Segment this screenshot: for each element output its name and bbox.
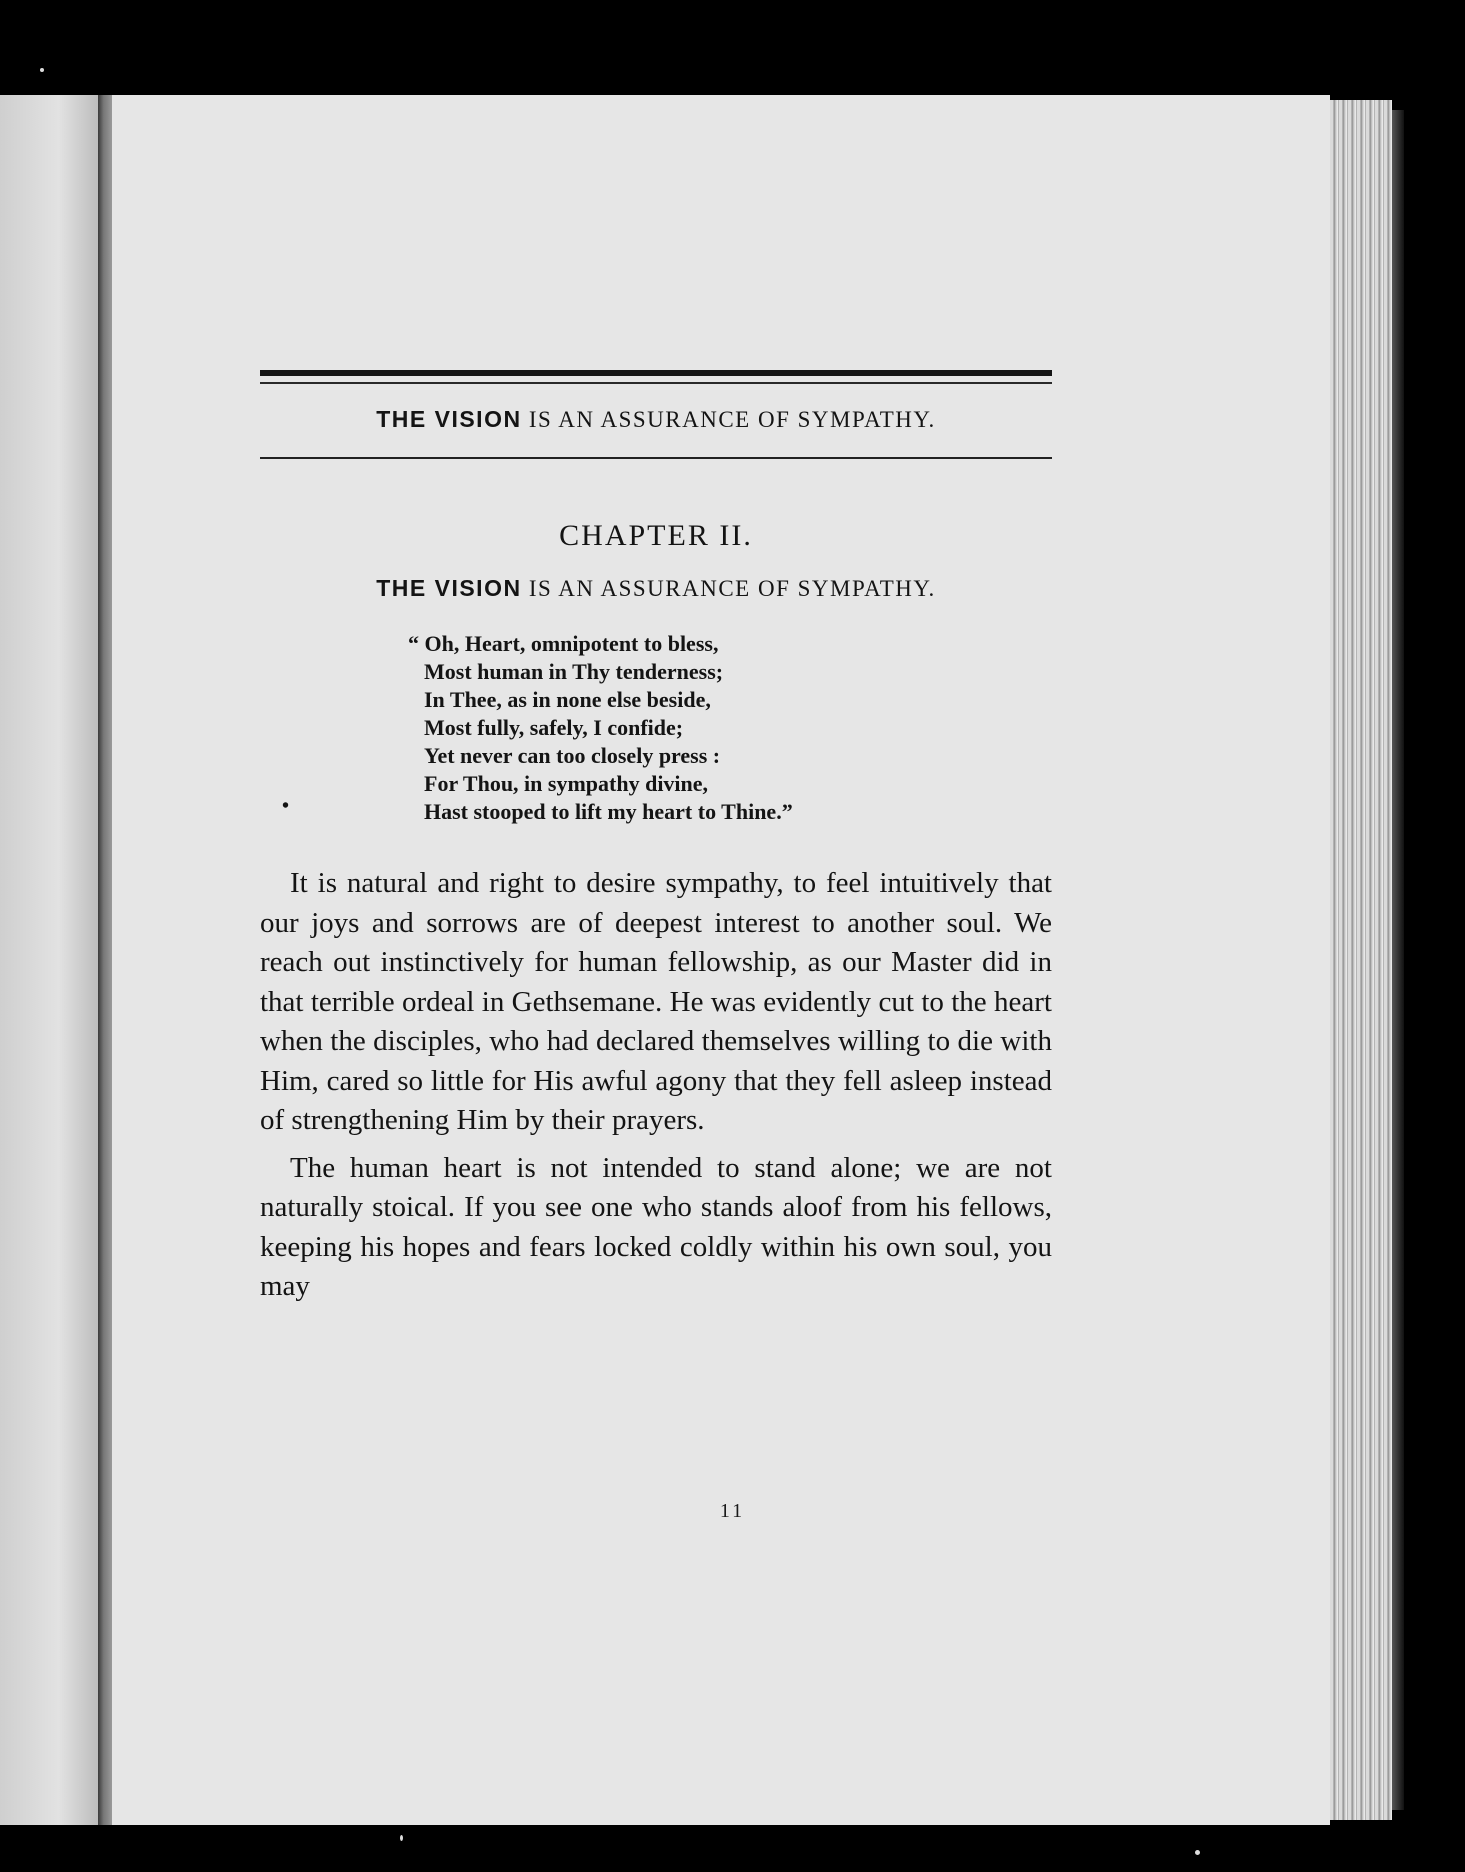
- running-head-rest: IS AN ASSURANCE OF SYMPATHY.: [521, 407, 936, 432]
- chapter-subtitle-lead: THE VISION: [376, 575, 522, 601]
- page-fore-edge: [1330, 100, 1392, 1820]
- page-number: 11: [719, 1500, 746, 1522]
- poem-line: For Thou, in sympathy divine,: [424, 771, 709, 796]
- poem-line: Hast stooped to lift my heart to Thine.”: [424, 799, 793, 824]
- header-rule-thick: [260, 370, 1052, 376]
- scan-speck: [40, 68, 44, 72]
- previous-page-edge: [0, 95, 98, 1825]
- chapter-subtitle: [260, 575, 1052, 602]
- poem-line: In Thee, as in none else beside,: [424, 687, 711, 712]
- page-fore-edge-shadow: [1392, 110, 1404, 1810]
- chapter-title: CHAPTER II.: [559, 519, 753, 552]
- chapter-subtitle-rest: IS AN ASSURANCE OF SYMPATHY.: [521, 576, 936, 601]
- poem-line: Most human in Thy tenderness;: [424, 659, 724, 684]
- running-head: [260, 406, 1052, 433]
- paragraph: The human heart is not intended to stand alone; we are not naturally stoical. If you see one who stands aloof from his fellows, keeping his hopes and fears locked coldly within his own soul, you may: [260, 1151, 1052, 1302]
- scan-speck: [1195, 1850, 1200, 1855]
- poem-line: Most fully, safely, I confide;: [424, 715, 684, 740]
- epigraph-poem: [282, 630, 1052, 826]
- page-text-block: [260, 370, 1052, 1315]
- header-rule-thin: [260, 382, 1052, 384]
- poem-line: Yet never can too closely press :: [424, 743, 721, 768]
- running-head-underline: [260, 457, 1052, 459]
- poem-line: “ Oh, Heart, omnipotent to bless,: [408, 631, 719, 656]
- running-head-lead: THE VISION: [376, 406, 522, 432]
- body-text: [260, 864, 1052, 1307]
- book-gutter: [98, 95, 112, 1825]
- margin-mark: •: [282, 795, 290, 817]
- scan-speck: [400, 1835, 403, 1841]
- paragraph: It is natural and right to desire sympathy, to feel intuitively that our joys and sorrows are of deepest interest to another soul. We reach out instinctively for human fellowship, as our Master did in that terrible ordeal in Gethsemane. He was evidently cut to the heart when the disciples, who had declared themselves willing to die with Him, cared so little for His awful agony that they fell asleep instead of strengthening Him by their prayers.: [260, 867, 1052, 1136]
